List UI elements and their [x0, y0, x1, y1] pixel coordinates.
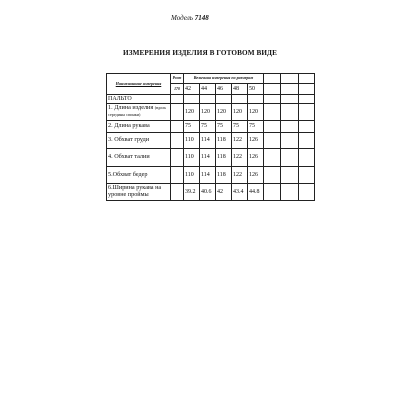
row-label: 1. Длина изделия (вдоль середины спинки) [107, 104, 171, 121]
page-title: ИЗМЕРЕНИЯ ИЗДЕЛИЯ В ГОТОВОМ ВИДЕ [123, 49, 277, 57]
column-header-sizes: Величина измерения по размерам [184, 74, 264, 84]
table-row [107, 104, 315, 121]
empty-cell [264, 74, 281, 84]
row-label: 3. Обхват груди [107, 133, 171, 149]
table-row [107, 167, 315, 184]
value-cell: 126 [248, 149, 264, 167]
value-cell: 39.2 [184, 184, 200, 201]
value-cell: 75 [184, 121, 200, 133]
value-cell: 114 [200, 133, 216, 149]
size-cell: 46 [216, 84, 232, 95]
value-cell: 120 [248, 104, 264, 121]
row-label: 2. Длина рукава [107, 121, 171, 133]
model-number: 7148 [194, 14, 209, 22]
value-cell: 44.8 [248, 184, 264, 201]
table-row [107, 149, 315, 167]
size-cell: 50 [248, 84, 264, 95]
empty-cell [264, 84, 281, 95]
row-label: 4. Обхват талии [107, 149, 171, 167]
value-cell: 120 [200, 104, 216, 121]
empty-cell [299, 74, 315, 84]
value-cell: 75 [216, 121, 232, 133]
value-cell: 75 [200, 121, 216, 133]
value-cell: 120 [232, 104, 248, 121]
value-cell: 126 [248, 133, 264, 149]
size-cell: 42 [184, 84, 200, 95]
measurements-table [106, 73, 315, 201]
value-cell: 114 [200, 149, 216, 167]
height-value: 170 [171, 84, 184, 95]
header-row [107, 74, 315, 84]
model-prefix: Модель [171, 14, 193, 22]
value-cell: 110 [184, 149, 200, 167]
value-cell: 118 [216, 149, 232, 167]
section-label: ПАЛЬТО [107, 95, 171, 104]
table-row [107, 184, 315, 201]
empty-cell [299, 84, 315, 95]
value-cell: 120 [184, 104, 200, 121]
empty-cell [281, 84, 299, 95]
value-cell: 110 [184, 133, 200, 149]
value-cell: 120 [216, 104, 232, 121]
value-cell: 42 [216, 184, 232, 201]
table-row [107, 133, 315, 149]
value-cell: 122 [232, 167, 248, 184]
value-cell: 40.6 [200, 184, 216, 201]
value-cell: 75 [232, 121, 248, 133]
size-cell: 48 [232, 84, 248, 95]
size-cell: 44 [200, 84, 216, 95]
section-row [107, 95, 315, 104]
value-cell: 122 [232, 149, 248, 167]
model-label [171, 14, 209, 22]
row-label: 5.Обхват бедер [107, 167, 171, 184]
empty-cell [281, 74, 299, 84]
value-cell: 122 [232, 133, 248, 149]
value-cell: 126 [248, 167, 264, 184]
value-cell: 110 [184, 167, 200, 184]
value-cell: 118 [216, 133, 232, 149]
value-cell: 114 [200, 167, 216, 184]
value-cell: 118 [216, 167, 232, 184]
table-row [107, 121, 315, 133]
value-cell: 75 [248, 121, 264, 133]
column-header-name: Наименование измерения [107, 74, 171, 95]
column-header-height: Рост [171, 74, 184, 84]
row-label: 6.Ширина рукава на уровне проймы [107, 184, 171, 201]
value-cell: 43.4 [232, 184, 248, 201]
